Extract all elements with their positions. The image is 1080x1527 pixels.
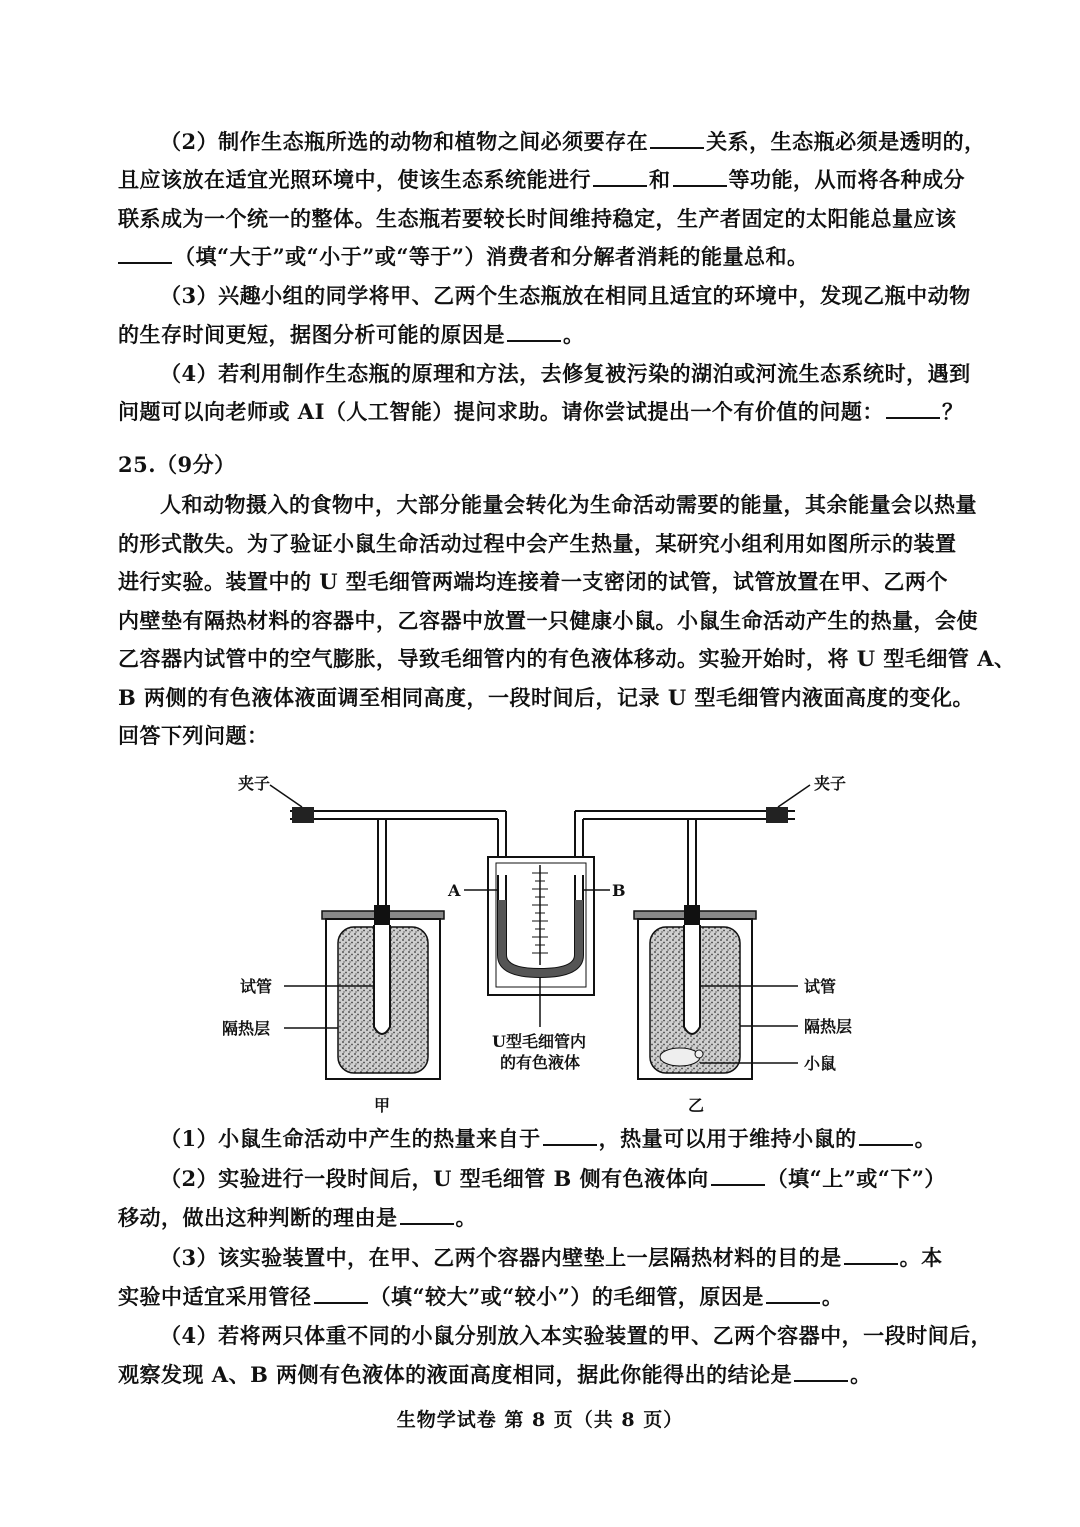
container-jia — [322, 905, 444, 1079]
mouse-icon — [660, 1048, 700, 1066]
q24-3-line1: （3）兴趣小组的同学将甲、乙两个生态瓶放在相同且适宜的环境中，发现乙瓶中动物 — [160, 283, 971, 308]
text: 等功能，从而将各种成分 — [728, 167, 965, 192]
insulation-right-label: 隔热层 — [804, 1017, 853, 1036]
text: 移动，做出这种判断的理由是 — [118, 1205, 398, 1230]
answer-blank[interactable] — [543, 1126, 597, 1146]
text: 。 — [455, 1205, 477, 1230]
clip-left-icon — [292, 807, 314, 823]
q25-intro-line: 人和动物摄入的食物中，大部分能量会转化为生命活动需要的能量，其余能量会以热量 — [160, 492, 977, 517]
insulation-left-label: 隔热层 — [222, 1019, 271, 1038]
tube-right-label: 试管 — [804, 977, 837, 996]
clip-right-label: 夹子 — [814, 774, 847, 793]
text: 和 — [649, 167, 671, 192]
answer-blank[interactable] — [650, 129, 704, 149]
answer-blank[interactable] — [844, 1245, 898, 1265]
text: 的生存时间更短，据图分析可能的原因是 — [118, 322, 505, 347]
q24-2-line4 — [118, 242, 968, 272]
container-yi — [634, 905, 756, 1079]
text: （填“较大”或“较小”）的毛细管，原因是 — [369, 1284, 764, 1309]
text: 关系，生态瓶必须是透明的， — [706, 129, 986, 154]
q25-4-line2 — [118, 1360, 968, 1390]
q25-4-line1: （4）若将两只体重不同的小鼠分别放入本实验装置的甲、乙两个容器中，一段时间后， — [160, 1323, 993, 1348]
q25-intro-line: 乙容器内试管中的空气膨胀，导致毛细管内的有色液体移动。实验开始时，将 U 型毛细管 A、 — [118, 646, 1016, 671]
text: 。 — [563, 322, 585, 347]
answer-blank[interactable] — [314, 1284, 368, 1304]
mouse-label: 小鼠 — [804, 1054, 837, 1073]
q25-2-line2 — [118, 1203, 968, 1233]
answer-blank[interactable] — [766, 1284, 820, 1304]
text: 。 — [821, 1284, 844, 1309]
text: 。 — [914, 1126, 937, 1151]
text: 问题可以向老师或 AI（人工智能）提问求助。请你尝试提出一个有价值的问题： — [118, 399, 884, 424]
answer-blank[interactable] — [593, 167, 647, 187]
text: 实验中适宜采用管径 — [118, 1284, 312, 1309]
answer-blank[interactable] — [673, 167, 727, 187]
text: （2）制作生态瓶所选的动物和植物之间必须要存在 — [160, 129, 649, 154]
answer-blank[interactable] — [711, 1166, 765, 1186]
liquid-label-line1: U型毛细管内 — [492, 1032, 586, 1051]
text: （1）小鼠生命活动中产生的热量来自于 — [160, 1126, 541, 1151]
text: （填“大于”或“小于”或“等于”）消费者和分解者消耗的能量总和。 — [174, 244, 809, 269]
q24-2-line1 — [160, 127, 1010, 157]
side-b-label: B — [612, 881, 626, 900]
q25-intro-line: 内壁垫有隔热材料的容器中，乙容器中放置一只健康小鼠。小鼠生命活动产生的热量，会使 — [118, 608, 978, 633]
answer-blank[interactable] — [118, 244, 172, 264]
text: 。本 — [899, 1245, 943, 1270]
text: 观察发现 A、B 两侧有色液体的液面高度相同，据此你能得出的结论是 — [118, 1362, 793, 1387]
q25-intro-line: 的形式散失。为了验证小鼠生命活动过程中会产生热量，某研究小组利用如图所示的装置 — [118, 531, 957, 556]
q25-2-line1 — [160, 1164, 1010, 1194]
container-jia-label: 甲 — [374, 1096, 391, 1115]
tube-left-label: 试管 — [240, 977, 273, 996]
q24-4-line1: （4）若利用制作生态瓶的原理和方法，去修复被污染的湖泊或河流生态系统时，遇到 — [160, 361, 971, 386]
text: 且应该放在适宜光照环境中，使该生态系统能进行 — [118, 167, 591, 192]
side-a-label: A — [448, 881, 461, 900]
experiment-apparatus-diagram — [210, 765, 970, 1125]
text: 。 — [850, 1362, 872, 1387]
q25-intro-line: 回答下列问题： — [118, 723, 269, 748]
q25-intro-line: 进行实验。装置中的 U 型毛细管两端均连接着一支密闭的试管，试管放置在甲、乙两个 — [118, 569, 948, 594]
q24-2-line2 — [118, 165, 968, 195]
text: （2）实验进行一段时间后，U 型毛细管 B 侧有色液体向 — [160, 1166, 709, 1191]
container-yi-label: 乙 — [688, 1096, 705, 1115]
u-tube-capillary — [488, 857, 594, 995]
page-footer: 生物学试卷 第 8 页（共 8 页） — [396, 1409, 684, 1431]
q25-3-line2 — [118, 1282, 968, 1312]
text: （填“上”或“下”） — [766, 1166, 946, 1191]
text: ，热量可以用于维持小鼠的 — [598, 1126, 857, 1151]
q25-3-line1 — [160, 1243, 1010, 1273]
answer-blank[interactable] — [507, 322, 561, 342]
text: （3）该实验装置中，在甲、乙两个容器内壁垫上一层隔热材料的目的是 — [160, 1245, 842, 1270]
answer-blank[interactable] — [400, 1205, 454, 1225]
answer-blank[interactable] — [794, 1362, 848, 1382]
q24-3-line2 — [118, 320, 968, 350]
q25-1-line1 — [160, 1124, 1010, 1154]
answer-blank[interactable] — [886, 399, 940, 419]
text: ？ — [941, 399, 964, 424]
q24-2-line3: 联系成为一个统一的整体。生态瓶若要较长时间维持稳定，生产者固定的太阳能总量应该 — [118, 206, 957, 231]
liquid-label-line2: 的有色液体 — [500, 1053, 581, 1072]
clip-left-label: 夹子 — [238, 774, 271, 793]
q25-heading: 25.（9分） — [118, 452, 236, 477]
q25-intro-line: B 两侧的有色液体液面调至相同高度，一段时间后，记录 U 型毛细管内液面高度的变化。 — [118, 685, 974, 710]
answer-blank[interactable] — [859, 1126, 913, 1146]
q24-4-line2 — [118, 397, 968, 427]
clip-right-icon — [766, 807, 788, 823]
